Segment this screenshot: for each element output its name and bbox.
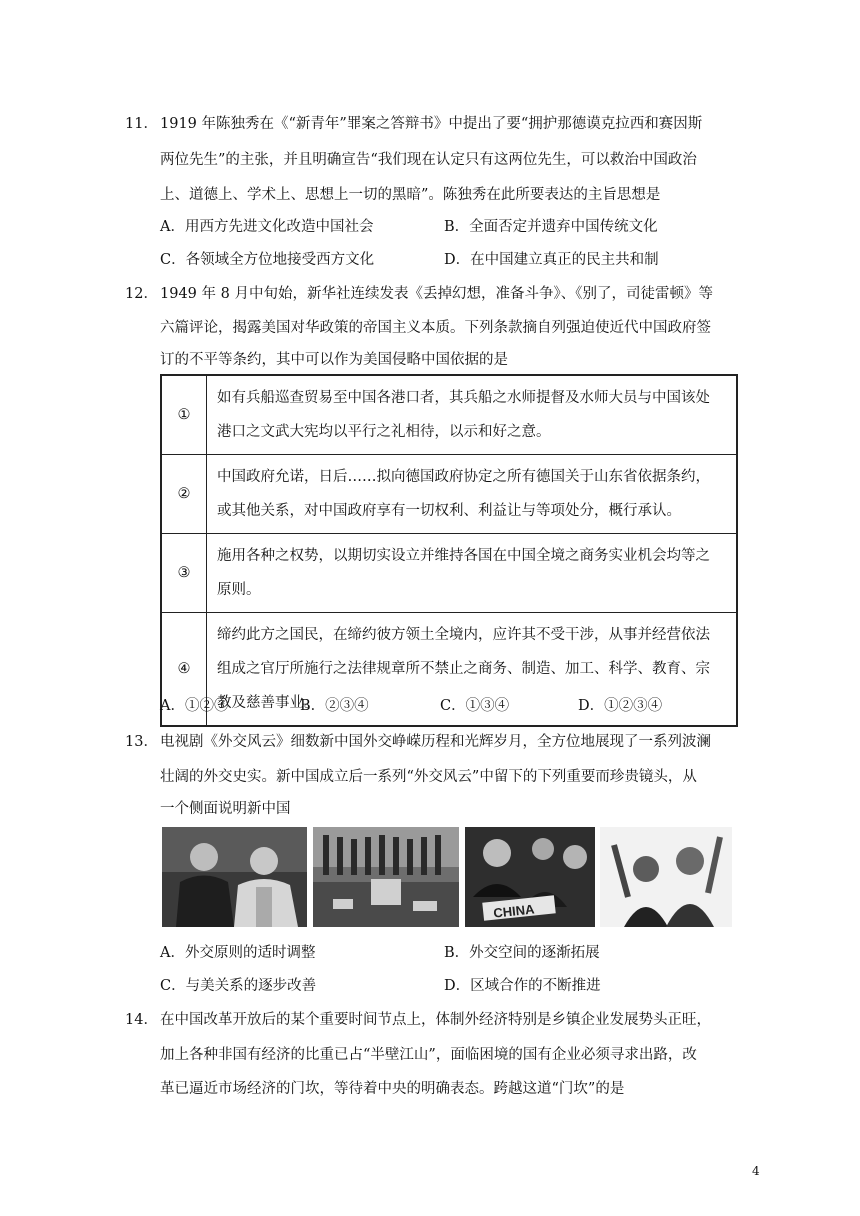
- row-text-line: 组成之官厅所施行之法律规章所不禁止之商务、制造、加工、科学、教育、宗: [217, 661, 710, 677]
- q11-number: 11．: [125, 116, 158, 132]
- q14-number: 14．: [125, 1012, 158, 1028]
- table-row: [161, 455, 737, 534]
- photo-un-delegates: [465, 827, 595, 927]
- photo-leaders-waving: [600, 827, 732, 927]
- row-text-line: 教及慈善事业。: [217, 695, 319, 711]
- row-text-line: 缔约此方之国民，在缔约彼方领土全境内，应许其不受干涉，从事并经营依法: [217, 627, 710, 643]
- q14-line-3: 革已逼近市场经济的门坎，等待着中央的明确表态。跨越这道“门坎”的是: [160, 1081, 625, 1097]
- row-text-line: 如有兵船巡查贸易至中国各港口者，其兵船之水师提督及水师大员与中国该处: [217, 390, 710, 406]
- q12-option-b: B．②③④: [300, 698, 369, 714]
- row-text: [207, 375, 738, 455]
- q12-line-1: 1949 年 8 月中旬始，新华社连续发表《丢掉幻想，准备斗争》、《别了，司徒雷顿》等: [160, 286, 713, 302]
- q11-option-a: A．用西方先进文化改造中国社会: [160, 219, 374, 235]
- row-number: ④: [161, 613, 207, 727]
- q14-line-1: 在中国改革开放后的某个重要时间节点上，体制外经济特别是乡镇企业发展势头正旺，: [160, 1012, 711, 1028]
- row-text: [207, 534, 738, 613]
- q12-option-a: A．①②③: [160, 698, 229, 714]
- table-row: [161, 375, 737, 455]
- q11-option-b: B．全面否定并遗弃中国传统文化: [444, 219, 658, 235]
- row-text-line: 施用各种之权势，以期切实设立并维持各国在中国全境之商务实业机会均等之: [217, 548, 710, 564]
- q12-number: 12．: [125, 286, 158, 302]
- q11-option-c: C．各领域全方位地接受西方文化: [160, 252, 375, 268]
- china-nameplate-text: CHINA: [492, 901, 536, 921]
- historical-photos: [162, 827, 732, 927]
- row-number: ③: [161, 534, 207, 613]
- q13-number: 13．: [125, 734, 158, 750]
- row-number: ①: [161, 375, 207, 455]
- page-number: 4: [752, 1164, 760, 1178]
- row-text-line: 或其他关系，对中国政府享有一切权利、利益让与等项处分，概行承认。: [217, 503, 681, 519]
- q13-line-1: 电视剧《外交风云》细数新中国外交峥嵘历程和光辉岁月，全方位地展现了一系列波澜: [160, 734, 711, 750]
- q11-line-2: 两位先生”的主张，并且明确宣告“我们现在认定只有这两位先生，可以救治中国政治: [160, 152, 697, 168]
- q11-option-d: D．在中国建立真正的民主共和制: [444, 252, 659, 268]
- q13-option-b: B．外交空间的逐渐拓展: [444, 945, 600, 961]
- q14-line-2: 加上各种非国有经济的比重已占“半壁江山”，面临困境的国有企业必须寻求出路，改: [160, 1047, 697, 1063]
- q13-line-3: 一个侧面说明新中国: [160, 801, 291, 817]
- photo-assembly-hall: [313, 827, 459, 927]
- q12-line-3: 订的不平等条约，其中可以作为美国侵略中国依据的是: [160, 352, 508, 368]
- q12-option-d: D．①②③④: [578, 698, 663, 714]
- row-text-line: 原则。: [217, 582, 261, 598]
- q12-option-c: C．①③④: [440, 698, 510, 714]
- q13-line-2: 壮阔的外交史实。新中国成立后一系列“外交风云”中留下的下列重要而珍贵镜头，从: [160, 769, 697, 785]
- q13-option-a: A．外交原则的适时调整: [160, 945, 316, 961]
- q12-line-2: 六篇评论，揭露美国对华政策的帝国主义本质。下列条款摘自列强迫使近代中国政府签: [160, 320, 711, 336]
- q11-line-1: 1919 年陈独秀在《“新青年”罪案之答辩书》中提出了要“拥护那德谟克拉西和赛因斯: [160, 116, 703, 132]
- photo-leaders-portrait: [162, 827, 307, 927]
- row-text: [207, 455, 738, 534]
- row-number: ②: [161, 455, 207, 534]
- q11-line-3: 上、道德上、学术上、思想上一切的黑暗”。陈独秀在此所要表达的主旨思想是: [160, 187, 661, 203]
- row-text-line: 中国政府允诺，日后……拟向德国政府协定之所有德国关于山东省依据条约，: [217, 469, 710, 485]
- table-row: [161, 534, 737, 613]
- q13-option-d: D．区域合作的不断推进: [444, 978, 601, 994]
- q13-option-c: C．与美关系的逐步改善: [160, 978, 317, 994]
- row-text-line: 港口之文武大宪均以平行之礼相待，以示和好之意。: [217, 424, 551, 440]
- treaty-clauses-table: [160, 374, 738, 727]
